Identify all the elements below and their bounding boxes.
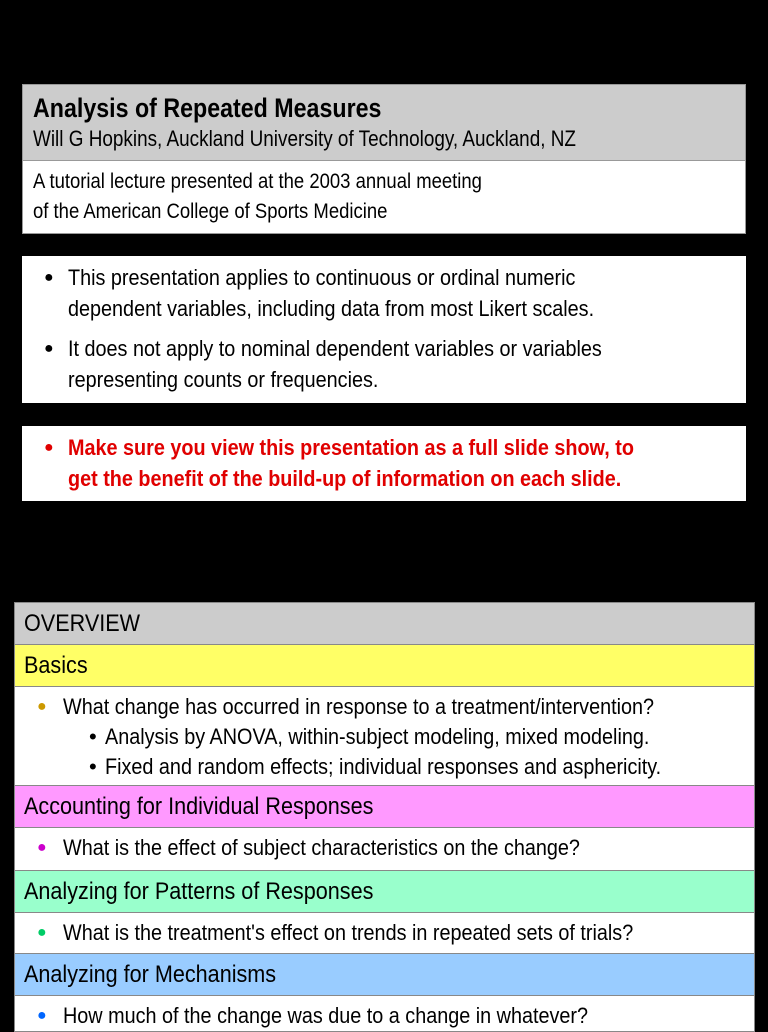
overview-panel	[14, 602, 755, 1032]
section-patterns-heading	[15, 871, 754, 913]
section-mechanisms-heading	[15, 954, 754, 996]
scope-bullet-2	[44, 333, 736, 395]
presentation-title: Analysis of Repeated Measures	[33, 93, 382, 123]
bullet-icon: ●	[44, 439, 54, 456]
patterns-item: What is the treatment's effect on trends in repeated sets of trials?	[63, 920, 634, 945]
slideshow-warning-box	[22, 426, 746, 501]
bullet-icon: ●	[37, 839, 47, 856]
section-individual-heading	[15, 786, 754, 828]
section-basics-heading	[15, 645, 754, 687]
presentation-description	[23, 161, 745, 227]
description-line-1: A tutorial lecture presented at the 2003 annual meeting	[33, 170, 482, 193]
bullet-icon: ●	[37, 1007, 47, 1024]
section-patterns-content	[15, 913, 754, 954]
section-individual-content	[15, 828, 754, 871]
title-header	[23, 85, 745, 161]
sub-bullet-icon: •	[89, 754, 97, 779]
basics-sub-item-1: Analysis by ANOVA, within-subject modeling, mixed modeling.	[105, 724, 650, 749]
description-line-2: of the American College of Sports Medicine	[33, 200, 388, 223]
scope-bullet-1	[44, 262, 736, 324]
section-basics-content	[15, 687, 754, 786]
warning-bullet	[44, 432, 736, 494]
sub-bullet-icon: •	[89, 724, 97, 749]
basics-sub-item-2: Fixed and random effects; individual responses and asphericity.	[105, 754, 662, 779]
individual-item: What is the effect of subject characteristics on the change?	[63, 835, 580, 860]
basics-item: What change has occurred in response to a treatment/intervention?	[63, 694, 655, 719]
scope-bullet-1-line-2: dependent variables, including data from most Likert scales.	[68, 296, 595, 321]
overview-heading	[15, 603, 754, 645]
scope-bullet-1-line-1: This presentation applies to continuous or ordinal numeric	[68, 265, 576, 290]
author-line: Will G Hopkins, Auckland University of Technology, Auckland, NZ	[33, 126, 576, 151]
warning-line-1: Make sure you view this presentation as a full slide show, to	[68, 435, 634, 460]
section-mechanisms-content	[15, 996, 754, 1032]
bullet-icon: ●	[37, 924, 47, 941]
mechanisms-item: How much of the change was due to a change in whatever?	[63, 1003, 589, 1028]
section-basics-title: Basics	[24, 652, 88, 679]
scope-note-box	[22, 256, 746, 403]
section-mechanisms-title: Analyzing for Mechanisms	[24, 961, 277, 988]
scope-bullet-2-line-1: It does not apply to nominal dependent variables or variables	[68, 336, 602, 361]
section-individual-title: Accounting for Individual Responses	[24, 793, 374, 820]
bullet-icon: ●	[44, 269, 54, 286]
warning-line-2: get the benefit of the build-up of information on each slide.	[68, 466, 622, 491]
scope-bullet-2-line-2: representing counts or frequencies.	[68, 367, 379, 392]
title-block	[22, 84, 746, 234]
section-patterns-title: Analyzing for Patterns of Responses	[24, 878, 374, 905]
bullet-icon: ●	[44, 340, 54, 357]
bullet-icon: ●	[37, 698, 47, 715]
overview-title: OVERVIEW	[24, 610, 141, 637]
